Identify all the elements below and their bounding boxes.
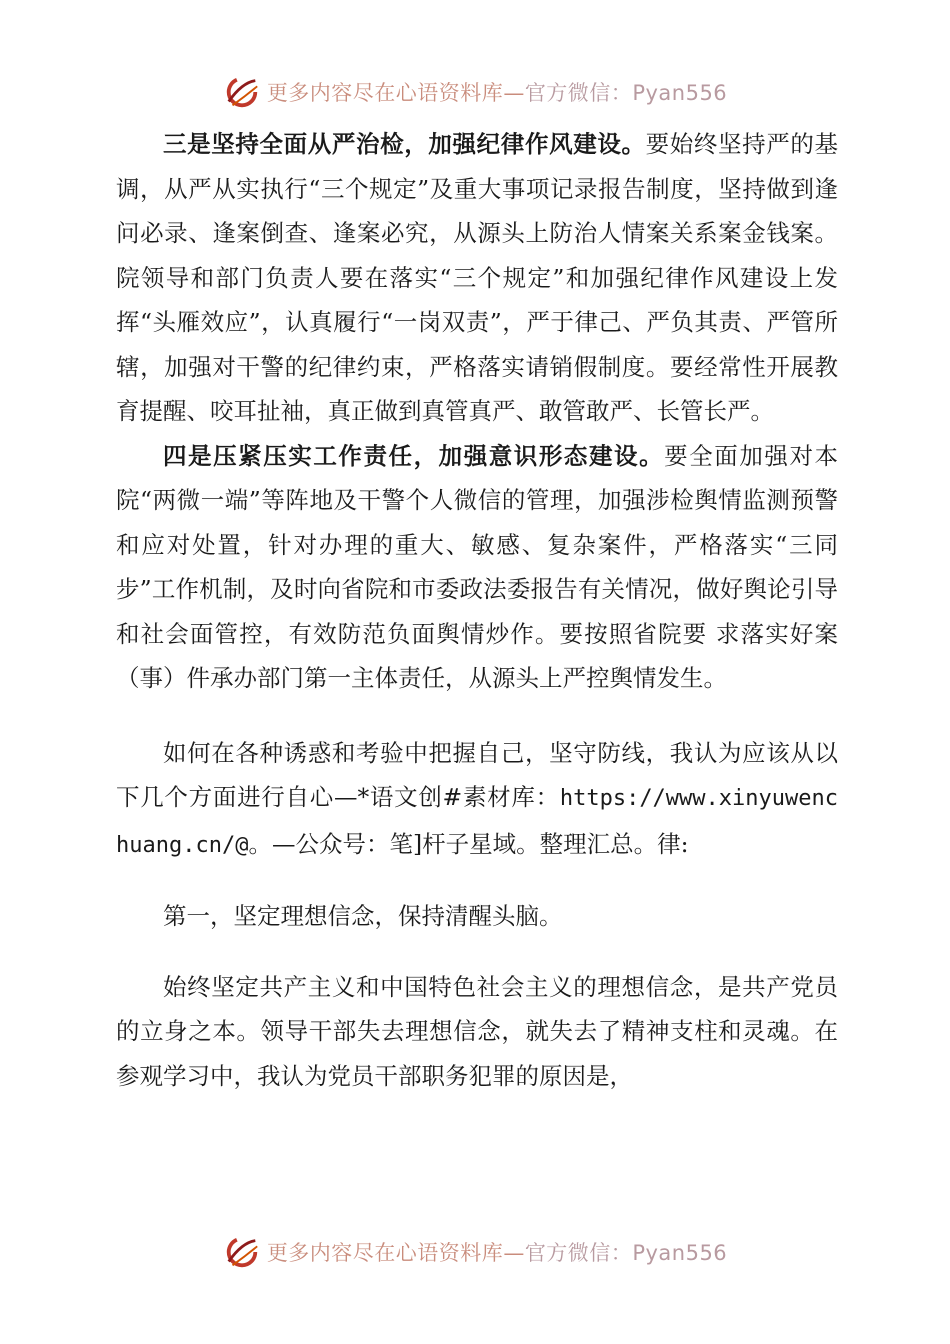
footer-watermark-banner (0, 1232, 950, 1272)
paragraph-text: 如何在各种诱惑和考验中把握自己，坚守防线，我认为应该从以下几个方面进行自心—*语文创#素材库： (116, 738, 838, 811)
paragraph-ideals (116, 965, 838, 1099)
swirl-logo-icon (223, 73, 261, 111)
banner-main-text: 更多内容尽在心语资料库 (266, 81, 504, 105)
paragraph-ideology (116, 434, 838, 701)
paragraph-text: 第一，坚定理想信念，保持清醒头脑。 (163, 902, 563, 930)
paragraph-body: 要全面加强对本院“两微一端”等阵地及干警个人微信的管理，加强涉检舆情监测预警和应对处置，针对办理的重大、敏感、复杂案件，严格落实“三同步”工作机制，及时向省院和市委政法委报告有关情况，做好舆论引导和社会面管控，有效防范负面舆情炒作。要按照省院要 求落实好案（事）件承办部门第一主体责任，从源头上严控舆情发生。 (116, 441, 839, 692)
swirl-logo-icon (223, 1233, 261, 1271)
paragraph-heading: 四是压紧压实工作责任，加强意识形态建设。 (163, 441, 665, 470)
paragraph-intro (116, 731, 838, 869)
paragraph-spacer (116, 701, 838, 731)
banner-dash: — (503, 1241, 525, 1265)
paragraph-text-tail: 。—公众号：笔]杆子星域。整理汇总。律: (248, 829, 689, 858)
paragraph-spacer (116, 939, 838, 965)
banner-wechat-id: Pyan556 (632, 1241, 728, 1265)
paragraph-body: 要始终坚持严的基调，从严从实执行“三个规定”及重大事项记录报告制度，坚持做到逢问必录、逢案倒查、逢案必究，从源头上防治人情案关系案金钱案。院领导和部门负责人要在落实“三个规定”和加强纪律作风建设上发挥“头雁效应”，认真履行“一岗双责”，严于律己、严负其责、严管所辖，加强对干警的纪律约束，严格落实请销假制度。要经常性开展教育提醒、咬耳扯袖，真正做到真管真严、敢管敢严、长管长严。 (116, 130, 839, 425)
banner-wechat-label: 官方微信： (524, 1241, 633, 1265)
banner-main-text: 更多内容尽在心语资料库 (266, 1241, 504, 1265)
source-url: https://www.xinyuwenchuang.cn/@ (116, 786, 838, 858)
paragraph-spacer (116, 868, 838, 894)
paragraph-text: 始终坚定共产主义和中国特色社会主义的理想信念，是共产党员的立身之本。领导干部失去理想信念，就失去了精神支柱和灵魂。在参观学习中，我认为党员干部职务犯罪的原因是， (116, 972, 838, 1090)
banner-dash: — (503, 81, 525, 105)
banner-text (267, 77, 727, 107)
paragraph-heading: 三是坚持全面从严治检，加强纪律作风建设。 (163, 130, 646, 158)
banner-wechat-id: Pyan556 (632, 81, 728, 105)
header-watermark-banner (0, 72, 950, 112)
document-body (116, 122, 838, 1098)
paragraph-point-one (116, 894, 838, 939)
banner-wechat-label: 官方微信： (524, 81, 633, 105)
paragraph-discipline (116, 122, 838, 434)
banner-text (267, 1237, 727, 1267)
